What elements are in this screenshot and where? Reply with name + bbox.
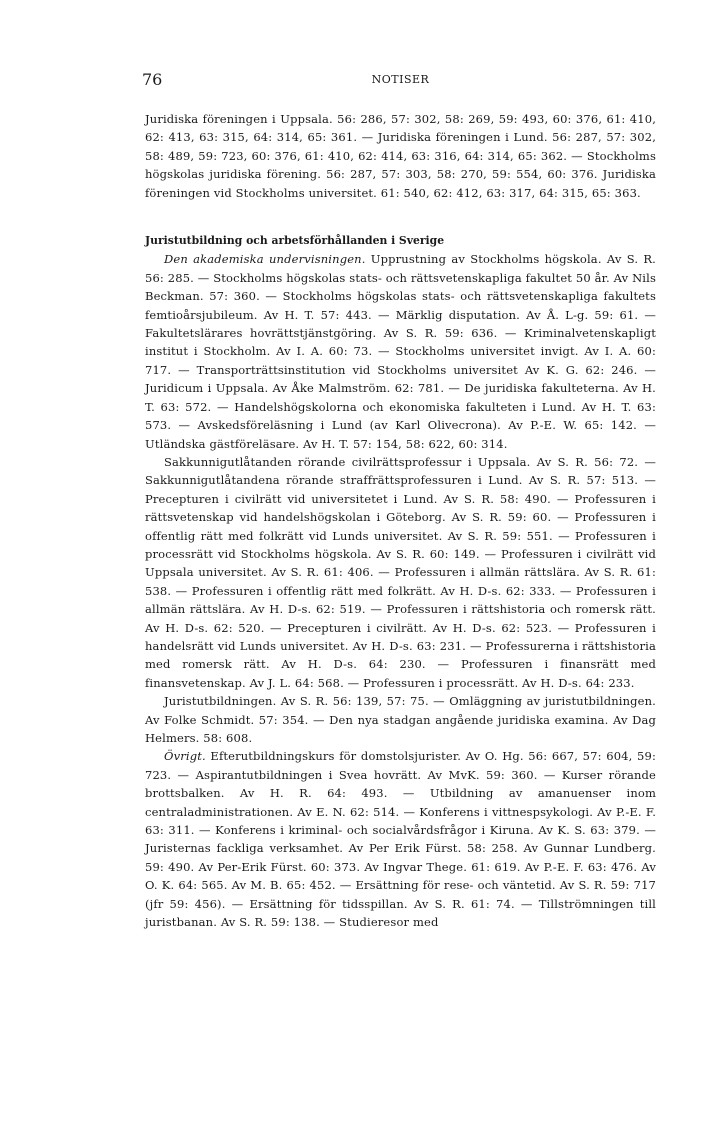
paragraph-text: Upprustning av Stockholms högskola. Av S. R. 56: 285. — Stockholms högskolas stats- och rättsvetenskapliga fakultet 50 år. Av Nils Beckman. 57: 360. — Stockholms högskolas stats- och rättsvetenskapliga fakultets femtioårsjubileum. Av H. T. 57: 443. — Märklig disputation. Av Å. L-g. 59: 61. — Fakultetslärares hovrättstjänstgöring. Av S. R. 59: 636. — Kriminalvetenskapligt institut i Stockholm. Av I. A. 60: 73. — Stockholms universitet invigt. Av I. A. 60: 717. — Transporträttsinstitution vid Stockholms universitet Av K. G. 62: 246. — Juridicum i Uppsala. Av Åke Malmström. 62: 781. — De juridiska fakulteterna. Av H. T. 63: 572. — Handelshögskolorna och ekonomiska fakulteten i Lund. Av H. T. 63: 573. — Avskedsföreläsning i Lund (av Karl Olivecrona). Av P.-E. W. 65: 142. — Utländska gästföreläsare. Av H. T. 57: 154, 58: 622, 60: 314. — [145, 252, 656, 451]
page-header — [142, 70, 656, 92]
intro-paragraph — [145, 110, 656, 202]
paragraph-text: Efterutbildningskurs för domstolsjurister. Av O. Hg. 56: 667, 57: 604, 59: 723. — Aspirantutbildningen i Svea hovrätt. Av MvK. 59: 360. — Kurser rörande brottsbalken. Av H. R. 64: 493. — Utbildning av amanuenser inom centraladministrationen. Av E. N. 62: 514. — Konferens i vittnespsykologi. Av P.-E. F. 63: 311. — Konferens i kriminal- och socialvårdsfrågor i Kiruna. Av K. S. 63: 379. — Juristernas fackliga verksamhet. Av Per Erik Fürst. 58: 258. Av Gunnar Lundberg. 59: 490. Av Per-Erik Fürst. 60: 373. Av Ingvar Thege. 61: 619. Av P.-E. F. 63: 476. Av O. K. 64: 565. Av M. B. 65: 452. — Ersättning för rese- och väntetid. Av S. R. 59: 717 (jfr 59: 456). — Ersättning för tidsspillan. Av S. R. 61: 74. — Tillströmningen till juristbanan. Av S. R. 59: 138. — Studieresor med — [145, 749, 656, 930]
paragraph-lead-in: Övrigt. — [164, 749, 206, 764]
section-paragraph — [145, 692, 656, 747]
section-paragraph — [145, 453, 656, 692]
paragraph-text: Sakkunnigutlåtanden rörande civilrättsprofessur i Uppsala. Av S. R. 56: 72. — Sakkunnigutlåtandena rörande straffrättsprofessuren i Lund. Av S. R. 57: 513. — Precepturen i civilrätt vid universitetet i Lund. Av S. R. 58: 490. — Professuren i rättsvetenskap vid handelshögskolan i Göteborg. Av S. R. 59: 60. — Professuren i offentlig rätt med folkrätt vid Lunds universitet. Av S. R. 59: 551. — Professuren i processrätt vid Stockholms högskola. Av S. R. 60: 149. — Professuren i civilrätt vid Uppsala universitet. Av S. R. 61: 406. — Professuren i allmän rättslära. Av S. R. 61: 538. — Professuren i offentlig rätt med folkrätt. Av H. D-s. 62: 333. — Professuren i allmän rättslära. Av H. D-s. 62: 519. — Professuren i rättshistoria och romersk rätt. Av H. D-s. 62: 520. — Precepturen i civilrätt. Av H. D-s. 62: 523. — Professuren i handelsrätt vid Lunds universitet. Av H. D-s. 63: 231. — Professurerna i rättshistoria med romersk rätt. Av H. D-s. 64: 230. — Professuren i finansrätt med finansvetenskap. Av J. L. 64: 568. — Professuren i processrätt. Av H. D-s. 64: 233. — [145, 454, 656, 690]
section-heading: Juristutbildning och arbetsförhållanden i Sverige — [145, 234, 445, 248]
paragraph-lead-in: Den akademiska undervisningen. — [164, 252, 366, 267]
intro-paragraph-text: Juridiska föreningen i Uppsala. 56: 286, 57: 302, 58: 269, 59: 493, 60: 376, 61: 410, 62: 413, 63: 315, 64: 314, 65: 361. — Juridiska föreningen i Lund. 56: 287, 57: 302, 58: 489, 59: 723, 60: 376, 61: 410, 62: 414, 63: 316, 64: 314, 65: 362. — Stockholms högskolas juridiska förening. 56: 287, 57: 303, 58: 270, 59: 554, 60: 376. Juridiska föreningen vid Stockholms universitet. 61: 540, 62: 412, 63: 317, 64: 315, 65: 363. — [145, 112, 656, 200]
paragraph-text: Juristutbildningen. Av S. R. 56: 139, 57: 75. — Omläggning av juristutbildningen. Av Folke Schmidt. 57: 354. — Den nya stadgan angående juridiska examina. Av Dag Helmers. 58: 608. — [145, 694, 656, 745]
page-content — [142, 70, 656, 931]
running-head: NOTISER — [371, 73, 430, 86]
page-number: 76 — [142, 70, 163, 89]
section-paragraph — [145, 747, 656, 931]
section-paragraph — [145, 250, 656, 452]
